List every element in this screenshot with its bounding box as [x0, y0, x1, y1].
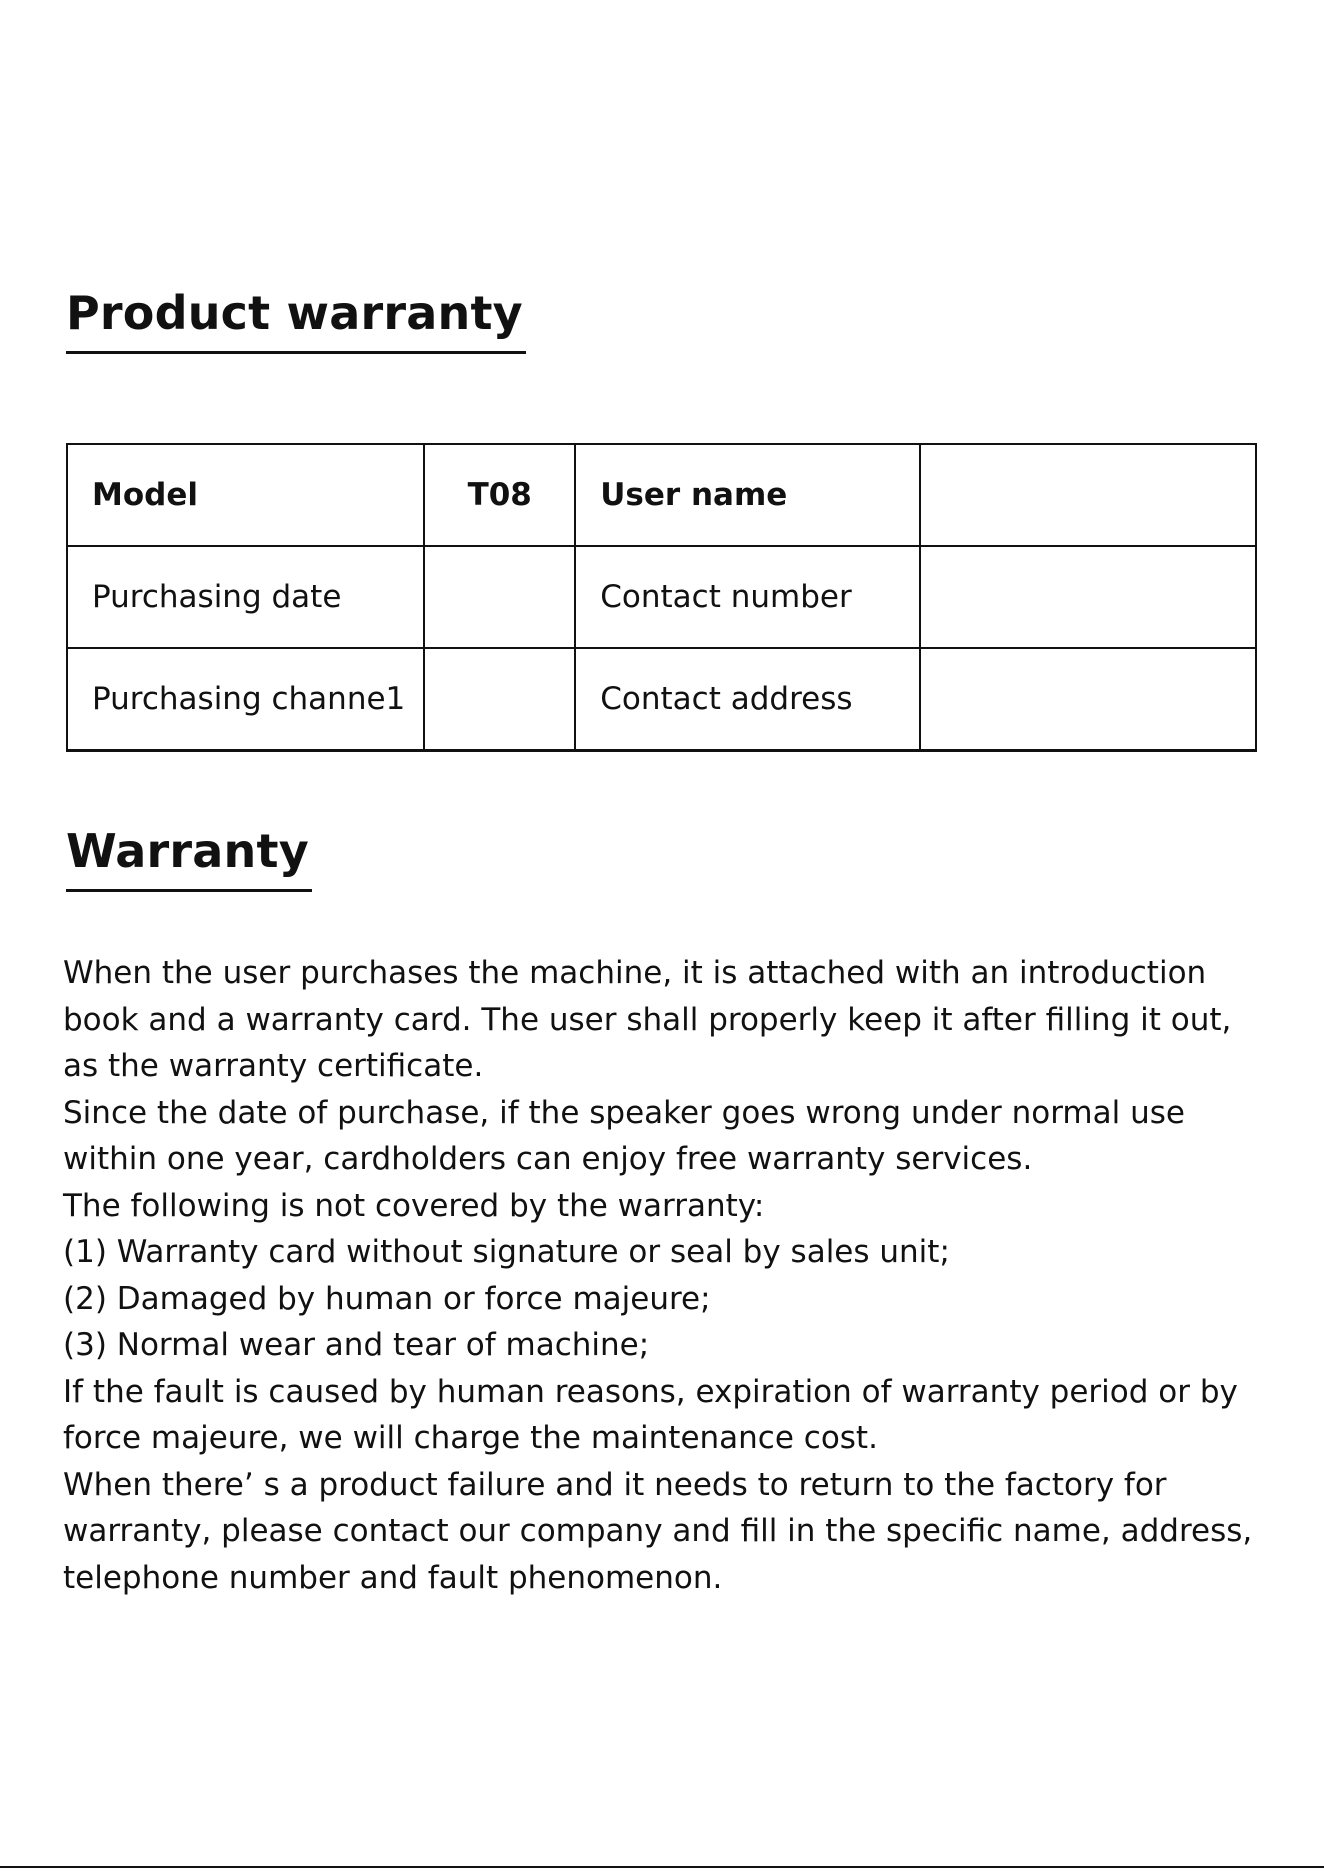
table-row-purchasing-channel: [67, 648, 1256, 751]
table-row-model: [67, 444, 1256, 546]
user-name-label: User name: [575, 444, 920, 546]
warranty-exclusion-item: (2) Damaged by human or force majeure;: [63, 1280, 711, 1317]
warranty-heading: Warranty: [66, 823, 312, 892]
contact-number-value: [920, 546, 1256, 648]
product-info-table: [66, 443, 1257, 752]
purchasing-date-value: [424, 546, 575, 648]
model-value: T08: [424, 444, 575, 546]
user-name-value: [920, 444, 1256, 546]
warranty-terms: [63, 950, 1263, 1601]
page-bottom-divider: [0, 1866, 1324, 1868]
warranty-paragraph: The following is not covered by the warranty:: [63, 1187, 765, 1224]
purchasing-channel-value: [424, 648, 575, 751]
product-warranty-heading: Product warranty: [66, 285, 526, 354]
warranty-exclusion-item: (3) Normal wear and tear of machine;: [63, 1327, 650, 1363]
contact-number-label: Contact number: [575, 546, 920, 648]
warranty-paragraph: Since the date of purchase, if the speaker goes wrong under normal use within one year, cardholders can enjoy free warranty services.: [63, 1094, 1185, 1177]
warranty-exclusion-item: (1) Warranty card without signature or seal by sales unit;: [63, 1234, 950, 1270]
purchasing-channel-label: Purchasing channe1: [67, 648, 424, 751]
warranty-paragraph: If the fault is caused by human reasons, expiration of warranty period or by force majeure, we will charge the maintenance cost.: [63, 1373, 1238, 1456]
table-row-purchasing-date: [67, 546, 1256, 648]
model-label: Model: [67, 444, 424, 546]
contact-address-value: [920, 648, 1256, 751]
contact-address-label: Contact address: [575, 648, 920, 751]
purchasing-date-label: Purchasing date: [67, 546, 424, 648]
warranty-paragraph: When the user purchases the machine, it is attached with an introduction book and a warranty card. The user shall properly keep it after filling it out, as the warranty certificate.: [63, 955, 1232, 1084]
warranty-paragraph: When there’ s a product failure and it needs to return to the factory for warranty, please contact our company and fill in the specific name, address, telephone number and fault phenomenon.: [63, 1466, 1253, 1596]
